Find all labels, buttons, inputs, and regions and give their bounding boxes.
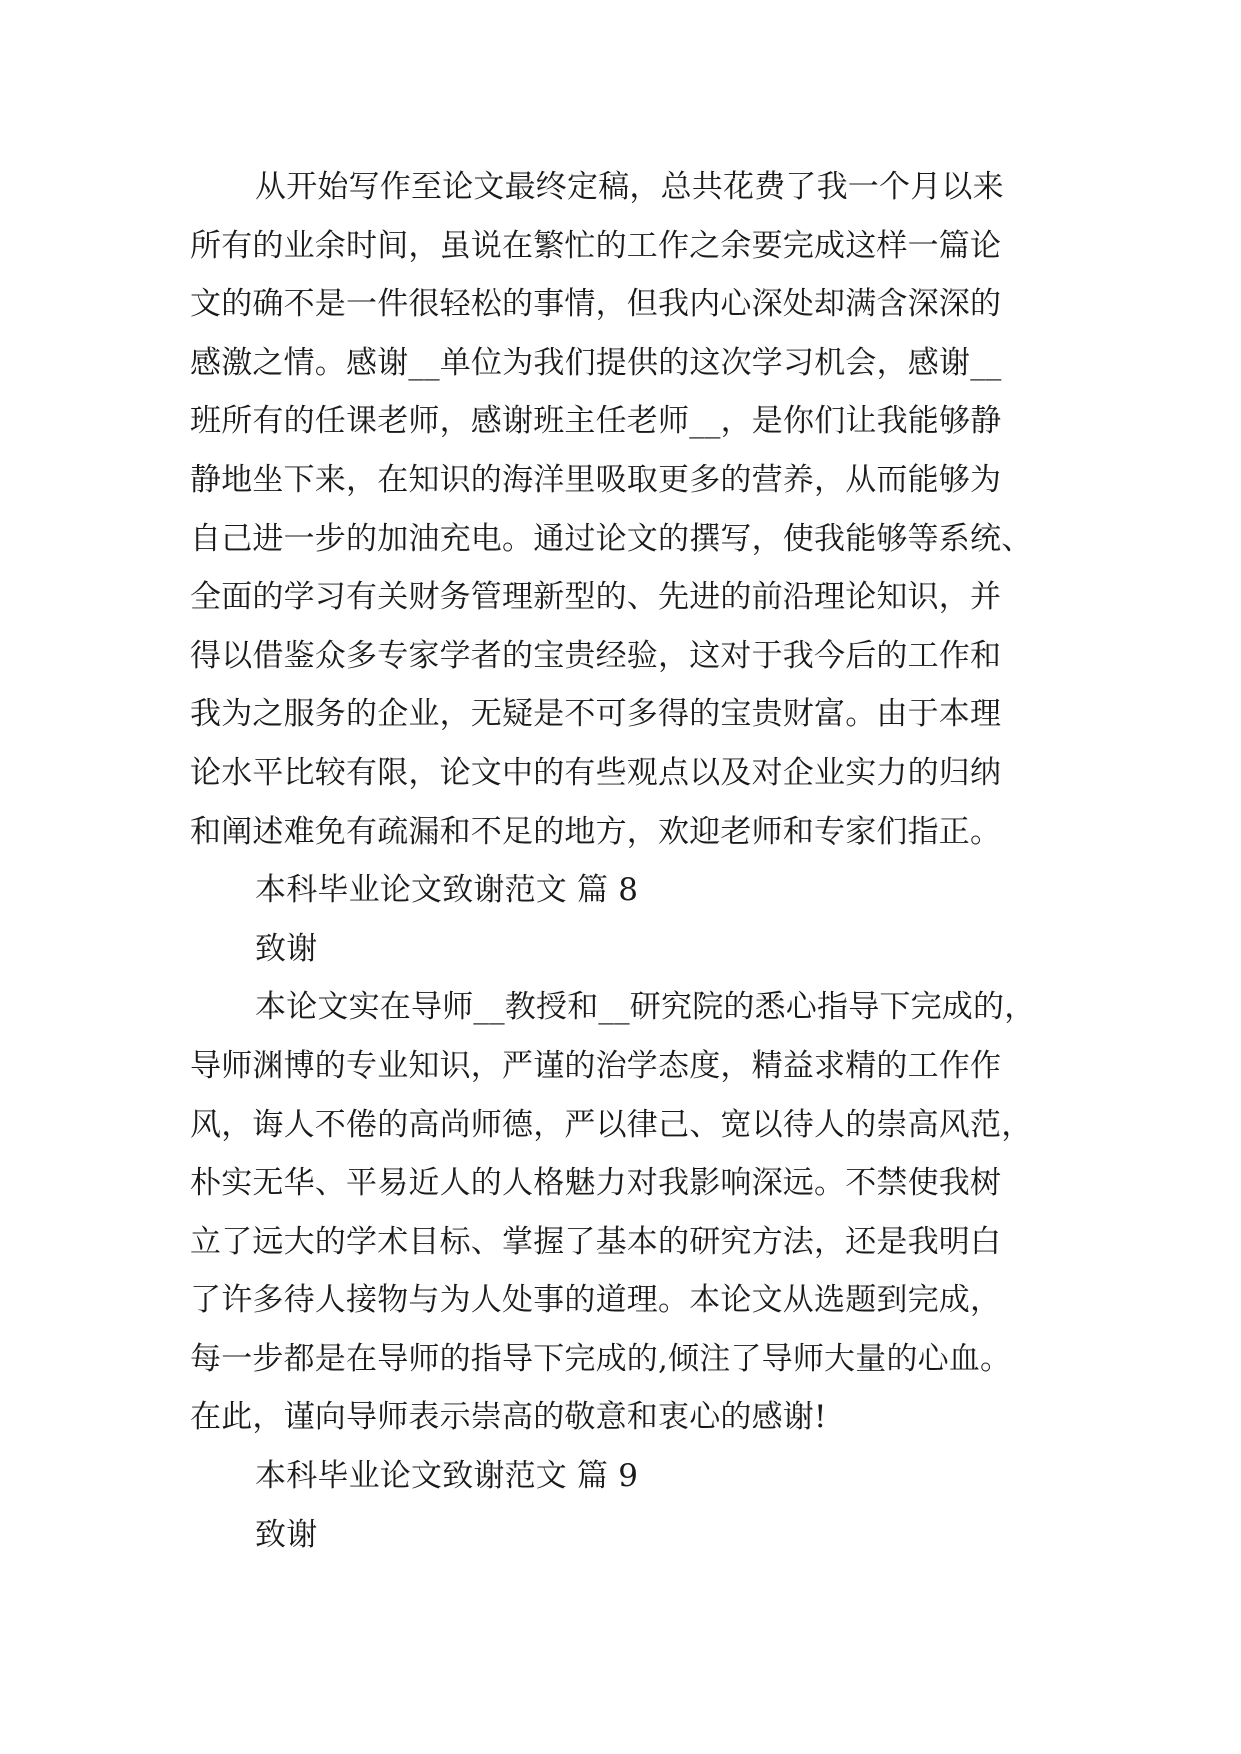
paragraph-line: 导师渊博的专业知识，严谨的治学态度，精益求精的工作作 bbox=[190, 1047, 1002, 1084]
paragraph-line: 本论文实在导师__教授和__研究院的悉心指导下完成的， bbox=[255, 989, 1036, 1026]
paragraph-line: 感激之情。感谢__单位为我们提供的这次学习机会，感谢__ bbox=[190, 344, 1002, 381]
section-heading: 本科毕业论文致谢范文 篇 8 bbox=[255, 872, 639, 909]
paragraph-line: 静地坐下来，在知识的海洋里吸取更多的营养，从而能够为 bbox=[190, 461, 1002, 498]
paragraph-line: 立了远大的学术目标、掌握了基本的研究方法，还是我明白 bbox=[190, 1223, 1002, 1260]
paragraph-line: 文的确不是一件很轻松的事情，但我内心深处却满含深深的 bbox=[190, 286, 1002, 323]
paragraph-line: 朴实无华、平易近人的人格魅力对我影响深远。不禁使我树 bbox=[190, 1165, 1002, 1202]
paragraph-line: 在此，谨向导师表示崇高的敬意和衷心的感谢! bbox=[190, 1399, 827, 1436]
document-body bbox=[190, 158, 1060, 1564]
paragraph-line: 自己进一步的加油充电。通过论文的撰写，使我能够等系统、 bbox=[190, 520, 1033, 557]
paragraph-line: 和阐述难免有疏漏和不足的地方，欢迎老师和专家们指正。 bbox=[190, 813, 1002, 850]
paragraph-line: 每一步都是在导师的指导下完成的,倾注了导师大量的心血。 bbox=[190, 1340, 1012, 1377]
paragraph-line: 我为之服务的企业，无疑是不可多得的宝贵财富。由于本理 bbox=[190, 696, 1002, 733]
paragraph-line: 班所有的任课老师，感谢班主任老师__，是你们让我能够静 bbox=[190, 403, 1002, 440]
section-heading: 本科毕业论文致谢范文 篇 9 bbox=[255, 1458, 639, 1495]
paragraph-line: 从开始写作至论文最终定稿，总共花费了我一个月以来 bbox=[255, 169, 1004, 205]
section-subheading: 致谢 bbox=[255, 1516, 318, 1553]
section-subheading: 致谢 bbox=[255, 930, 318, 967]
paragraph-line: 全面的学习有关财务管理新型的、先进的前沿理论知识，并 bbox=[190, 579, 1002, 616]
paragraph-line: 所有的业余时间，虽说在繁忙的工作之余要完成这样一篇论 bbox=[190, 227, 1002, 264]
paragraph-line: 了许多待人接物与为人处事的道理。本论文从选题到完成， bbox=[190, 1282, 1002, 1319]
paragraph-line: 论水平比较有限，论文中的有些观点以及对企业实力的归纳 bbox=[190, 754, 1002, 791]
paragraph-line: 风，诲人不倦的高尚师德，严以律己、宽以待人的崇高风范， bbox=[190, 1106, 1033, 1143]
paragraph-line: 得以借鉴众多专家学者的宝贵经验，这对于我今后的工作和 bbox=[190, 637, 1002, 674]
